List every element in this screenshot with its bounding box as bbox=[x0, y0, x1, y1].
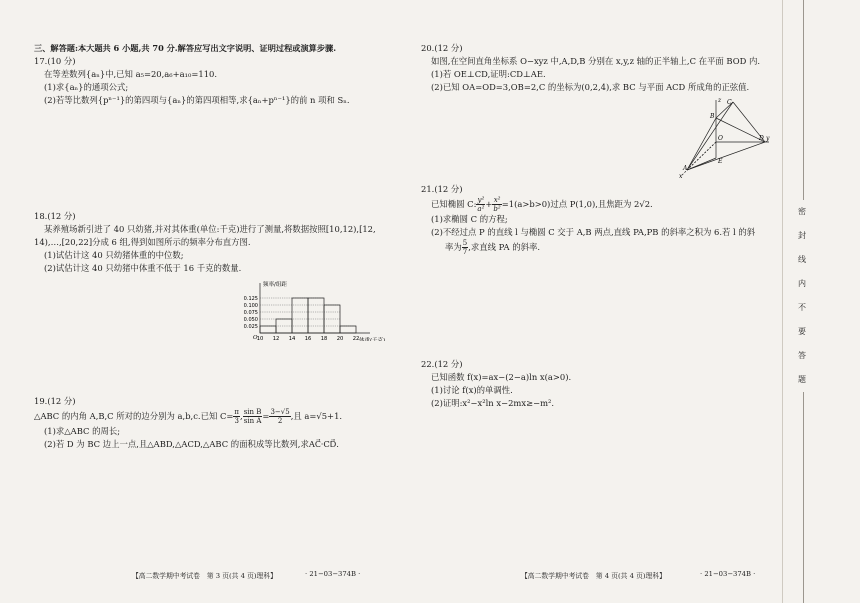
label-z: z bbox=[718, 97, 722, 104]
section-title: 三、解答题:本大题共 6 小题,共 70 分.解答应写出文字说明、证明过程或演算步骤. bbox=[34, 43, 337, 53]
histogram-y-tick-2: 0.075 bbox=[243, 309, 258, 316]
edge-bd bbox=[716, 118, 765, 142]
q19-stem bbox=[34, 408, 399, 425]
q21-part2b-b: ,求直线 PA 的斜率. bbox=[468, 242, 541, 252]
q21-part2b-a: 率为 bbox=[445, 242, 462, 252]
footer-left: 【高二数学期中考试卷 第 3 页(共 4 页)理科】 bbox=[132, 572, 277, 580]
q19-sin-fraction bbox=[243, 408, 263, 425]
q19-sin-num: sin B bbox=[243, 408, 262, 416]
histogram-bar-3 bbox=[308, 298, 324, 333]
edge-ba bbox=[687, 118, 716, 170]
q18-part1: (1)试估计这 40 只幼猪体重的中位数; bbox=[44, 250, 184, 260]
answer-space-17 bbox=[34, 107, 399, 210]
histogram-x-tick-1: 12 bbox=[272, 336, 280, 341]
q17-part2: (2)若等比数列{pⁿ⁻¹}的第四项与{aₙ}的第四项相等,求{aₙ+pⁿ⁻¹}的前 n 项和 Sₙ. bbox=[44, 95, 350, 105]
histogram-svg bbox=[234, 279, 424, 341]
question-22 bbox=[421, 358, 776, 410]
q21-f1-den: a² bbox=[477, 205, 485, 213]
question-20 bbox=[421, 42, 776, 94]
edge-oa bbox=[687, 142, 716, 170]
q21-part2a: (2)不经过点 P 的直线 l 与椭圆 C 交于 A,B 两点,直线 PA,PB 的斜率之积为 6.若 l 的斜 bbox=[431, 227, 756, 237]
q21-stem-b: + bbox=[485, 199, 493, 209]
q19-stem-a: △ABC 的内角 A,B,C 所对的边分别为 a,b,c.已知 C= bbox=[34, 411, 234, 421]
label-x: x bbox=[679, 173, 683, 180]
left-column bbox=[34, 42, 399, 451]
q18-line2: 14),…,[20,22]分成 6 组,得到如图所示的频率分布直方图. bbox=[34, 237, 251, 247]
q19-r-den: 2 bbox=[277, 417, 283, 425]
histogram-bar-5 bbox=[340, 326, 356, 333]
label-e: E bbox=[718, 158, 723, 165]
edge-ad bbox=[687, 142, 765, 170]
q19-part2: (2)若 D 为 BC 边上一点,且△ABD,△ACD,△ABC 的面积成等比数列,求AC⃗·CD⃗. bbox=[44, 439, 339, 449]
q22-stem: 已知函数 f(x)=ax−(2−a)ln x(a>0). bbox=[431, 372, 572, 382]
q21-f2-fraction bbox=[492, 196, 501, 213]
q20-stem: 如图,在空间直角坐标系 O−xyz 中,A,D,B 分别在 x,y,z 轴的正半轴上,C 在平面 BOD 内. bbox=[431, 56, 761, 66]
histogram-xlabel: 体重(千克) bbox=[359, 338, 386, 341]
q22-part1: (1)讨论 f(x)的单调性. bbox=[431, 385, 513, 395]
q22-header: 22.(12 分) bbox=[421, 359, 463, 369]
binding-strip bbox=[782, 0, 860, 603]
histogram-x-tick-6: 22 bbox=[352, 336, 360, 341]
histogram-x-tick-3: 16 bbox=[304, 336, 312, 341]
q21-part1: (1)求椭圆 C 的方程; bbox=[431, 214, 508, 224]
q21-stem-c: =1(a>b>0)过点 P(1,0),且焦距为 2√2. bbox=[501, 199, 653, 209]
q20-header: 20.(12 分) bbox=[421, 43, 463, 53]
label-d: D bbox=[759, 135, 764, 142]
q21-f2-num: x² bbox=[493, 196, 501, 204]
histogram bbox=[234, 279, 424, 341]
histogram-x-tick-4: 18 bbox=[320, 336, 328, 341]
q21-header: 21.(12 分) bbox=[421, 184, 463, 194]
label-b: B bbox=[710, 113, 715, 120]
q21-stem-a: 已知椭圆 C: bbox=[431, 199, 477, 209]
q17-part1: (1)求{aₙ}的通项公式; bbox=[44, 82, 129, 92]
q17-header: 17.(10 分) bbox=[34, 56, 76, 66]
q19-part1: (1)求△ABC 的周长; bbox=[44, 426, 121, 436]
q21-stem bbox=[421, 196, 776, 213]
footer-right: 【高二数学期中考试卷 第 4 页(共 4 页)理科】 bbox=[521, 572, 666, 580]
q19-ratio-fraction bbox=[269, 408, 290, 425]
q18-line1: 某养殖场新引进了 40 只幼猪,并对其体重(单位:千克)进行了测量,将数据按照[10,12),[12, bbox=[44, 224, 376, 234]
q17-stem: 在等差数列{aₙ}中,已知 a₅=20,a₆+a₁₀=110. bbox=[44, 69, 218, 79]
q18-part2: (2)试估计这 40 只幼猪中体重不低于 16 千克的数量. bbox=[44, 263, 242, 273]
histogram-x-tick-2: 14 bbox=[288, 336, 296, 341]
q19-stem-d: ,且 a=√5+1. bbox=[290, 411, 343, 421]
q18-header: 18.(12 分) bbox=[34, 211, 76, 221]
histogram-x-tick-5: 20 bbox=[336, 336, 344, 341]
q21-f2-den: b² bbox=[493, 205, 501, 213]
q20-part1: (1)若 OE⊥CD,证明:CD⊥AE. bbox=[431, 69, 546, 79]
footer-right-code: · 21−03−374B · bbox=[700, 570, 756, 578]
seal-text: 密封线内不要答题 bbox=[795, 200, 809, 392]
label-c: C bbox=[727, 99, 732, 106]
histogram-x-tick-0: 10 bbox=[256, 336, 264, 341]
q21-f1-num: y² bbox=[477, 196, 485, 204]
q19-c-num: π bbox=[234, 408, 240, 416]
label-a: A bbox=[683, 165, 688, 172]
histogram-y-tick-4: 0.025 bbox=[243, 323, 258, 330]
question-21 bbox=[421, 183, 776, 256]
q19-header: 19.(12 分) bbox=[34, 396, 76, 406]
q19-stem-b: , bbox=[240, 411, 243, 421]
q21-part2b bbox=[421, 239, 776, 256]
histogram-ylabel: 频率/组距 bbox=[263, 282, 287, 288]
q20-figure-svg bbox=[673, 96, 773, 180]
question-18 bbox=[34, 210, 399, 341]
q19-stem-c: = bbox=[262, 411, 270, 421]
histogram-origin: O bbox=[253, 335, 258, 341]
q20-figure bbox=[673, 96, 773, 180]
q19-sin-den: sin A bbox=[243, 417, 262, 425]
question-17 bbox=[34, 55, 399, 107]
histogram-bar-2 bbox=[292, 298, 308, 333]
q21-k-num: 5 bbox=[462, 239, 468, 247]
q20-part2: (2)已知 OA=OD=3,OB=2,C 的坐标为(0,2,4),求 BC 与平面 ACD 所成角的正弦值. bbox=[431, 82, 750, 92]
q22-part2: (2)证明:x²−x²ln x−2mx≥−m². bbox=[431, 398, 555, 408]
answer-space-18 bbox=[34, 341, 399, 395]
answer-space-21 bbox=[421, 256, 776, 358]
q19-c-den: 3 bbox=[234, 417, 239, 425]
label-o: O bbox=[718, 135, 723, 142]
footer-left-code: · 21−03−374B · bbox=[305, 570, 361, 578]
histogram-y-tick-0: 0.125 bbox=[243, 295, 258, 302]
q19-r-num: 3−√5 bbox=[270, 408, 290, 416]
label-y: y bbox=[766, 135, 770, 142]
histogram-bar-0 bbox=[260, 326, 276, 333]
question-19 bbox=[34, 395, 399, 451]
q21-k-den: 7 bbox=[462, 248, 468, 256]
histogram-y-tick-1: 0.100 bbox=[243, 302, 258, 309]
histogram-y-tick-3: 0.050 bbox=[243, 316, 258, 323]
